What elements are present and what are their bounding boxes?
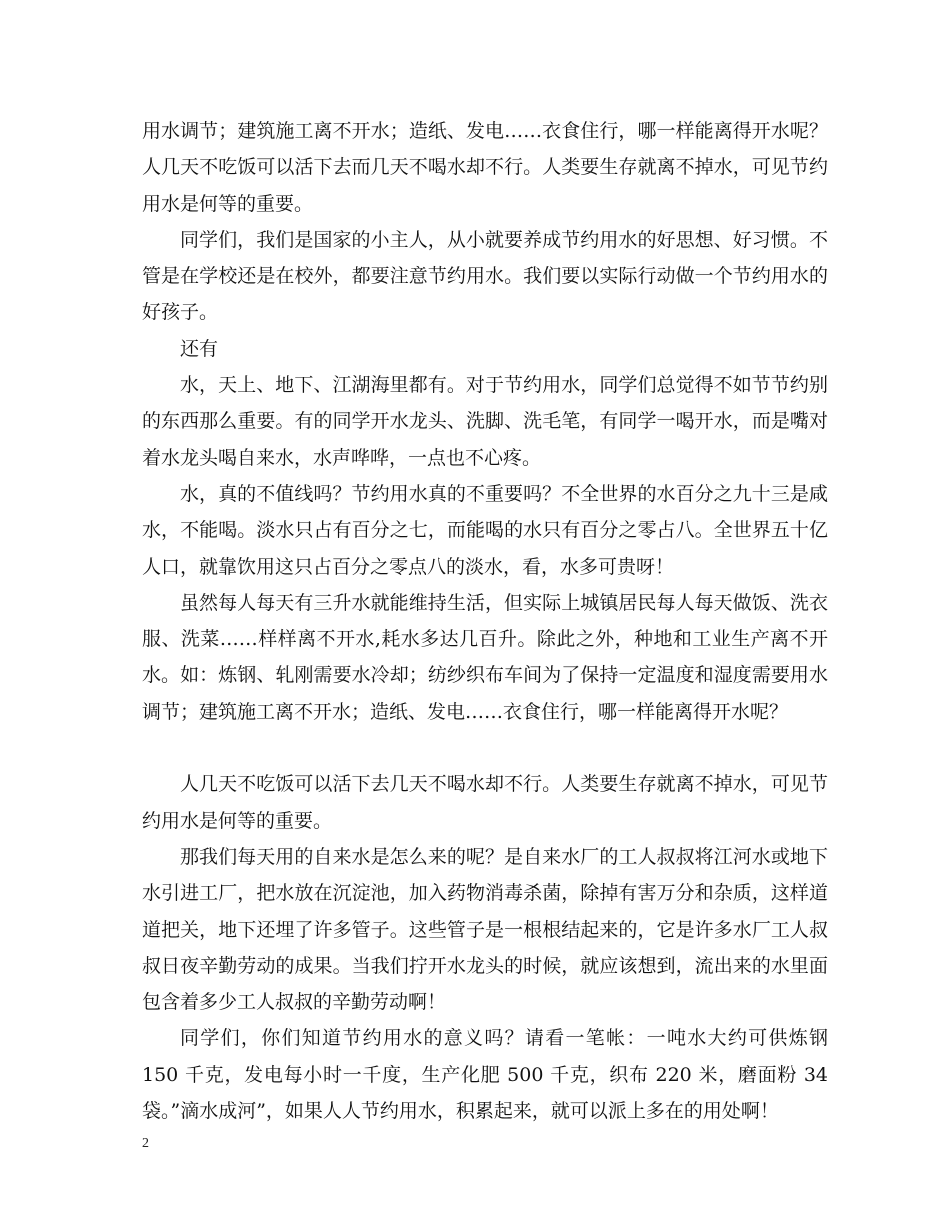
- paragraph: 那我们每天用的自来水是怎么来的呢？是自来水厂的工人叔叔将江河水或地下水引进工厂，把水放在沉淀池，加入药物消毒杀菌，除掉有害万分和杂质，这样道道把关，地下还埋了许多管子。这些管子是一根根结起来的，它是许多水厂工人叔叔日夜辛勤劳动的成果。当我们拧开水龙头的时候，就应该想到，流出来的水里面包含着多少工人叔叔的辛勤劳动啊！: [142, 845, 828, 1014]
- paragraph: 水，真的不值线吗？节约用水真的不重要吗？不全世界的水百分之九十三是咸水，不能喝。淡水只占有百分之七，而能喝的水只有百分之零占八。全世界五十亿人口，就靠饮用这只占百分之零点八的淡水，看，水多可贵呀！: [142, 482, 828, 578]
- paragraph: 还有: [180, 337, 219, 360]
- paragraph: 人几天不吃饭可以活下去几天不喝水却不行。人类要生存就离不掉水，可见节约用水是何等的重要。: [142, 773, 828, 832]
- document-body: [142, 113, 828, 1129]
- paragraph: 同学们，你们知道节约用水的意义吗？请看一笔帐：一吨水大约可供炼钢 150 千克，发电每小时一千度，生产化肥 500 千克，织布 220 米，磨面粉 34 袋。”滴水成河”，如果人人节约用水，积累起来，就可以派上多在的用处啊！: [142, 1027, 828, 1123]
- paragraph: 水，天上、地下、江湖海里都有。对于节约用水，同学们总觉得不如节节约别的东西那么重要。有的同学开水龙头、洗脚、洗毛笔，有同学一喝开水，而是嘴对着水龙头喝自来水，水声哗哗，一点也不心疼。: [142, 374, 828, 469]
- page-number: 2: [142, 1136, 149, 1151]
- paragraph: 同学们，我们是国家的小主人，从小就要养成节约用水的好思想、好习惯。不管是在学校还是在校外，都要注意节约用水。我们要以实际行动做一个节约用水的好孩子。: [142, 228, 828, 324]
- paragraph-spacer: [142, 730, 828, 766]
- paragraph: 用水调节；建筑施工离不开水；造纸、发电……衣食住行，哪一样能离得开水呢？ 人几天不吃饭可以活下去而几天不喝水却不行。人类要生存就离不掉水，可见节约用水是何等的重要。: [142, 120, 828, 215]
- paragraph: 虽然每人每天有三升水就能维持生活，但实际上城镇居民每人每天做饭、洗衣服、洗菜……样样离不开水,耗水多达几百升。除此之外，种地和工业生产离不开水。如：炼钢、轧刚需要水冷却；纺纱织布车间为了保持一定温度和湿度需要用水调节；建筑施工离不开水；造纸、发电……衣食住行，哪一样能离得开水呢？: [142, 591, 828, 723]
